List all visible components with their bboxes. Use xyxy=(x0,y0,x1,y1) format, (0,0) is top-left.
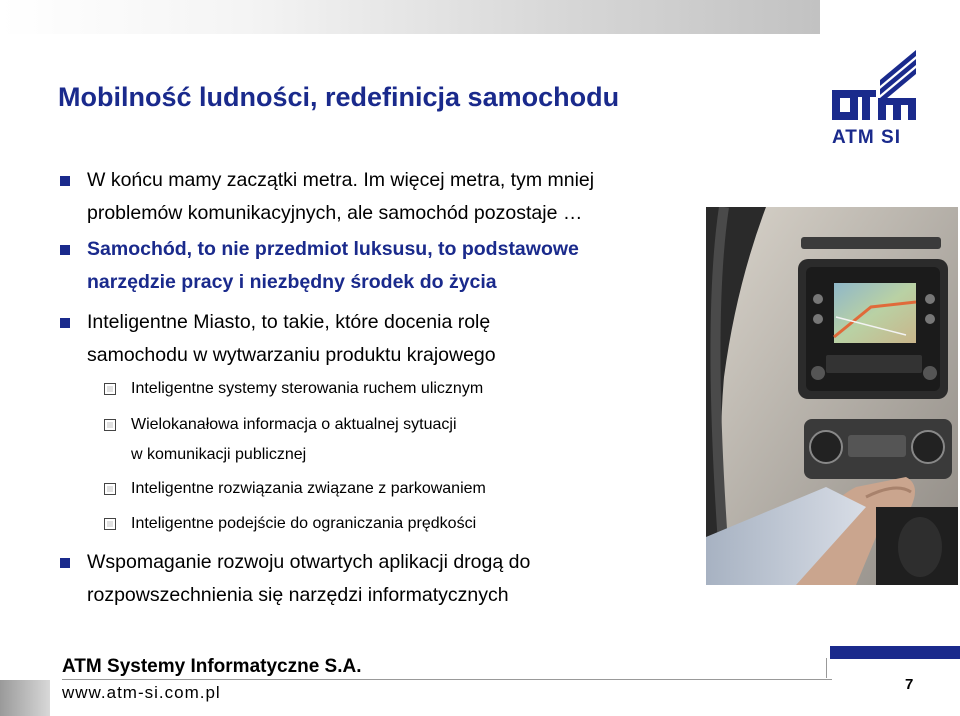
sub-bullet-line: Wielokanałowa informacja o aktualnej sytuacji xyxy=(131,416,457,433)
square-bullet-icon xyxy=(60,318,70,328)
square-bullet-icon xyxy=(60,176,70,186)
bullet-text-bold xyxy=(87,233,579,299)
checkbox-bullet-icon xyxy=(104,483,116,495)
sub-bullet-text xyxy=(131,513,476,543)
bullet-line: Inteligentne Miasto, to takie, które docenia rolę xyxy=(87,311,491,333)
bullet-line: W końcu mamy zaczątki metra. Im więcej metra, tym mniej xyxy=(87,169,595,191)
car-dashboard-photo xyxy=(706,207,958,585)
bullet-line: narzędzie pracy i niezbędny środek do życia xyxy=(87,271,497,293)
sub-bullet-line: w komunikacji publicznej xyxy=(131,446,307,463)
footer-company: ATM Systemy Informatyczne S.A. xyxy=(62,656,362,677)
slide-title: Mobilność ludności, redefinicja samochodu xyxy=(58,82,620,112)
page-number: 7 xyxy=(905,676,914,693)
sub-bullet-text xyxy=(131,378,483,408)
checkbox-bullet-icon xyxy=(104,419,116,431)
sub-bullet-line: Inteligentne podejście do ograniczania prędkości xyxy=(131,515,477,532)
checkbox-bullet-icon xyxy=(104,383,116,395)
bullet-line: Wspomaganie rozwoju otwartych aplikacji drogą do xyxy=(87,551,531,573)
brand-text: ATM SI xyxy=(832,127,901,148)
bullet-line: samochodu w wytwarzaniu produktu krajowego xyxy=(87,344,496,366)
bullet-text xyxy=(87,306,496,372)
checkbox-bullet-icon xyxy=(104,518,116,530)
square-bullet-icon xyxy=(60,245,70,255)
bullet-text xyxy=(87,546,530,612)
sub-bullet-text xyxy=(131,414,457,474)
sub-bullet-line: Inteligentne systemy sterowania ruchem ulicznym xyxy=(131,380,484,397)
sub-bullet-text xyxy=(131,478,486,508)
sub-bullet-line: Inteligentne rozwiązania związane z parkowaniem xyxy=(131,480,486,497)
bullet-line: problemów komunikacyjnych, ale samochód pozostaje … xyxy=(87,202,583,224)
square-bullet-icon xyxy=(60,558,70,568)
bullet-text xyxy=(87,164,594,230)
footer-accent-bar xyxy=(830,646,960,659)
footer-divider xyxy=(62,679,832,680)
footer-gradient-bar xyxy=(0,680,50,716)
footer-url: www.atm-si.com.pl xyxy=(62,683,221,702)
top-gradient-bar xyxy=(0,0,820,34)
bullet-line: rozpowszechnienia się narzędzi informatycznych xyxy=(87,584,509,606)
footer-tick xyxy=(826,658,827,678)
bullet-line: Samochód, to nie przedmiot luksusu, to podstawowe xyxy=(87,238,579,260)
